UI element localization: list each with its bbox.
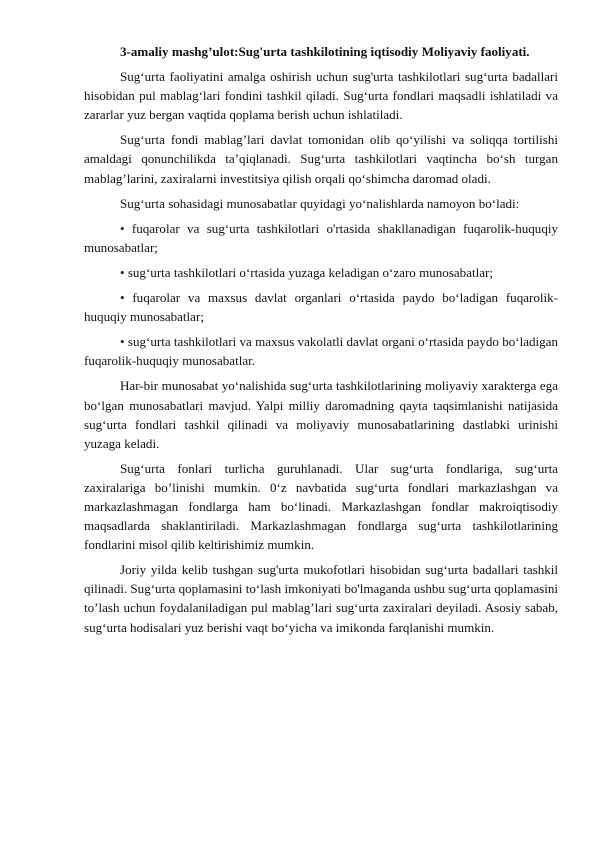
paragraph-insurance-funds: Sug‘urta faoliyatini amalga oshirish uchun sug'urta tashkilotlari sug‘urta badallari hisobidan pul mablag‘lari fondini tashkil qiladi. Sug‘urta fondlari maqsadli ishlatiladi va zararlar yuz bergan vaqtida qoplama berish uchun ishlatiladi. xyxy=(84,69,558,123)
document-page xyxy=(84,42,558,643)
page-title: 3-amaliy mashg’ulot:Sug'urta tashkilotining iqtisodiy Moliyaviy faoliyati. xyxy=(120,44,530,59)
paragraph-fund-groups: Sug‘urta fonlari turlicha guruhlanadi. Ular sug‘urta fondlariga, sug‘urta zaxiralariga bo’linishi mumkin. 0‘z navbatida sug‘urta fondlari markazlashgan va markazlashmagan fondlarga ham bo‘linadi. Markazlashgan fondlar makroiqtisodiy maqsadlarda shaklantiriladi. Markazlashmagan fondlarga sug‘urta tashkilotlarining fondlarini misol qilib keltirishimiz mumkin. xyxy=(84,460,558,553)
paragraph-financial-relations: Har-bir munosabat yo‘nalishida sug‘urta tashkilotlarining moliyaviy xarakterga ega bo‘lgan munosabatlari mavjud. Yalpi milliy daromadning qayta taqsimlanishi natijasida sug‘urta fondlari tashkil qilinadi va moliyaviy munosabatlarining dastlabki urinishi yuzaga keladi. xyxy=(84,378,558,451)
list-item-between-insurers: • sug‘urta tashkilotlari o‘rtasida yuzaga keladigan o‘zaro munosabatlar; xyxy=(120,264,494,280)
paragraph-relations-intro: Sug‘urta sohasidagi munosabatlar quyidagi yo‘nalishlarda namoyon bo‘ladi: xyxy=(120,195,520,211)
list-item-citizens-insurers: • fuqarolar va sug‘urta tashkilotlari o'rtasida shakllanadigan fuqarolik-huquqiy munosabatlar; xyxy=(84,220,558,255)
list-item-insurers-state: • sug‘urta tashkilotlari va maxsus vakolatli davlat organi o‘rtasida paydo bo‘ladigan fuqarolik-huquqiy munosabatlar. xyxy=(84,334,558,369)
paragraph-insurance-reserves: Joriy yilda kelib tushgan sug'urta mukofotlari hisobidan sug‘urta badallari tashkil qilinadi. Sug‘urta qoplamasini to‘lash imkoniyati bo'lmaganda ushbu sug‘urta qoplamasini to’lash uchun foydalaniladigan pul mablag’lari sug‘urta zaxiralari deyiladi. Asosiy sabab, sug‘urta hodisalari yuz berishi vaqt bo‘yicha va imikonda farqlanishi mumkin. xyxy=(84,562,558,635)
paragraph-fund-resources: Sug‘urta fondi mablag’lari davlat tomonidan olib qo‘yilishi va soliqqa tortilishi amaldagi qonunchilikda ta’qiqlanadi. Sug‘urta tashkilotlari vaqtincha bo‘sh turgan mablag’larini, zaxiralarni investitsiya qilish orqali qo‘shimcha daromad oladi. xyxy=(84,132,558,186)
list-item-citizens-state: • fuqarolar va maxsus davlat organlari o‘rtasida paydo bo‘ladigan fuqarolik-huquqiy munosabatlar; xyxy=(84,290,558,325)
